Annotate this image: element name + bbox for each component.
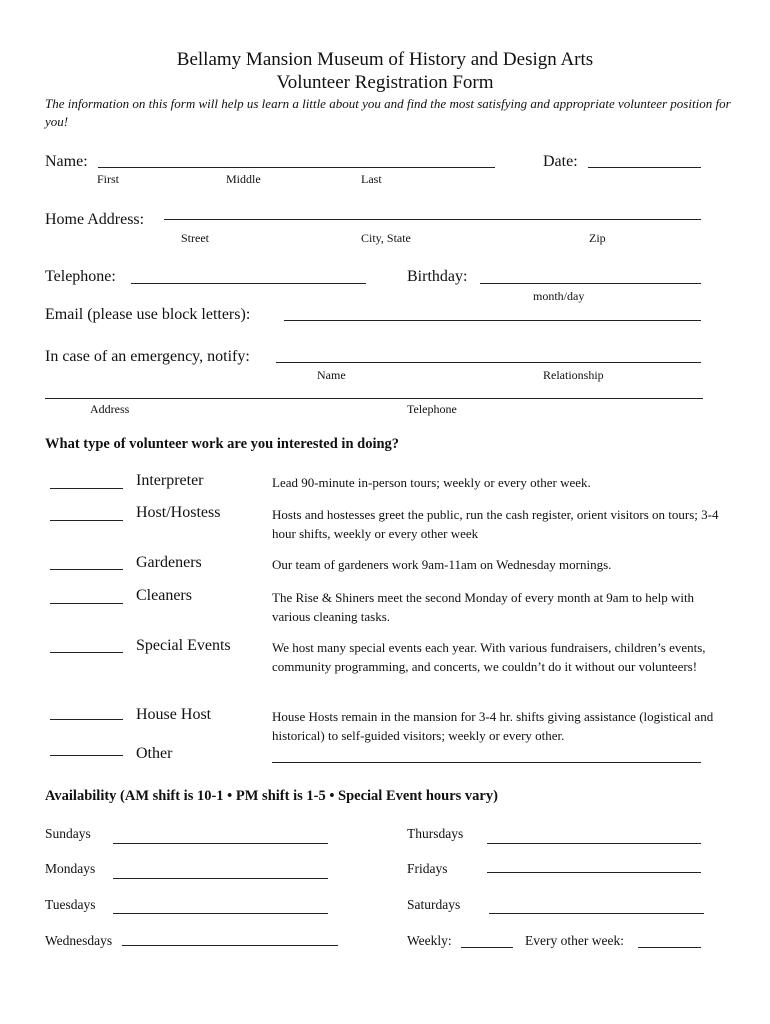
name-sub-middle: Middle [226,172,261,186]
day-thursdays: Thursdays [407,826,464,841]
interest-desc-house-host: House Hosts remain in the mansion for 3-4 hr. shifts giving assistance (logistical and historical) to self-guided visitors; weekly or every other. [272,709,714,743]
name-field[interactable] [98,167,495,168]
interest-blank-host[interactable] [50,520,123,521]
interest-blank-interpreter[interactable] [50,488,123,489]
wednesdays-field[interactable] [122,945,338,946]
interest-desc-interpreter: Lead 90-minute in-person tours; weekly or every other week. [272,475,591,490]
form-title-line2: Volunteer Registration Form [276,72,494,93]
interest-blank-special-events[interactable] [50,652,123,653]
day-sundays: Sundays [45,826,91,841]
day-tuesdays: Tuesdays [45,897,96,912]
intro-text: The information on this form will help us learn a little about you and find the most satisfying and appropriate volunteer position for you! [45,96,731,129]
day-wednesdays: Wednesdays [45,933,113,948]
mondays-field[interactable] [113,878,328,879]
interest-option-gardeners: Gardeners [136,554,202,571]
weekly-field[interactable] [461,947,513,948]
emergency-label: In case of an emergency, notify: [45,348,250,365]
interest-desc-special-events: We host many special events each year. With various fundraisers, children’s events, community programming, and concerts, we couldn’t do it without our volunteers! [272,640,706,674]
name-sub-first: First [97,172,120,186]
email-field[interactable] [284,320,701,321]
emergency-sub-address: Address [90,402,130,416]
weekly-label: Weekly: [407,933,452,948]
day-mondays: Mondays [45,861,96,876]
interest-option-other: Other [136,745,173,762]
emergency-address-field[interactable] [45,398,703,399]
email-label: Email (please use block letters): [45,306,251,323]
interest-desc-host: Hosts and hostesses greet the public, run the cash register, orient visitors on tours; 3-4 hour shifts, weekly or every other week [272,507,719,541]
birthday-sub: month/day [533,289,585,303]
interest-blank-other[interactable] [50,755,123,756]
saturdays-field[interactable] [489,913,704,914]
interest-other-specify-field[interactable] [272,762,701,763]
sundays-field[interactable] [113,843,328,844]
interest-desc-cleaners: The Rise & Shiners meet the second Monday of every month at 9am to help with various cleaning tasks. [272,590,695,624]
name-label: Name: [45,153,88,170]
emergency-sub-telephone: Telephone [407,402,457,416]
date-field[interactable] [588,167,701,168]
interest-option-special-events: Special Events [136,637,231,654]
tuesdays-field[interactable] [113,913,328,914]
birthday-label: Birthday: [407,268,468,285]
form-title-line1: Bellamy Mansion Museum of History and Design Arts [176,49,594,70]
interest-option-cleaners: Cleaners [136,587,192,604]
interest-blank-house-host[interactable] [50,719,123,720]
name-sub-last: Last [361,172,382,186]
fridays-field[interactable] [487,872,701,873]
thursdays-field[interactable] [487,843,701,844]
interest-blank-cleaners[interactable] [50,603,123,604]
emergency-sub-name: Name [317,368,346,382]
telephone-label: Telephone: [45,268,116,285]
availability-heading: Availability (AM shift is 10-1 • PM shift is 1-5 • Special Event hours vary) [45,788,498,804]
interest-option-interpreter: Interpreter [136,472,204,489]
home-address-label: Home Address: [45,211,145,228]
telephone-field[interactable] [131,283,366,284]
interest-blank-gardeners[interactable] [50,569,123,570]
address-sub-street: Street [181,231,209,245]
birthday-field[interactable] [480,283,701,284]
day-fridays: Fridays [407,861,448,876]
interest-desc-gardeners: Our team of gardeners work 9am-11am on Wednesday mornings. [272,557,612,572]
interests-heading: What type of volunteer work are you interested in doing? [45,436,400,452]
interest-option-host: Host/Hostess [136,504,221,521]
address-sub-zip: Zip [589,231,606,245]
address-sub-city-state: City, State [361,231,411,245]
every-other-week-label: Every other week: [525,933,624,948]
emergency-name-field[interactable] [276,362,701,363]
day-saturdays: Saturdays [407,897,461,912]
home-address-field[interactable] [164,219,701,220]
date-label: Date: [543,153,578,170]
emergency-sub-relationship: Relationship [543,368,604,382]
interest-option-house-host: House Host [136,706,212,723]
every-other-week-field[interactable] [638,947,701,948]
